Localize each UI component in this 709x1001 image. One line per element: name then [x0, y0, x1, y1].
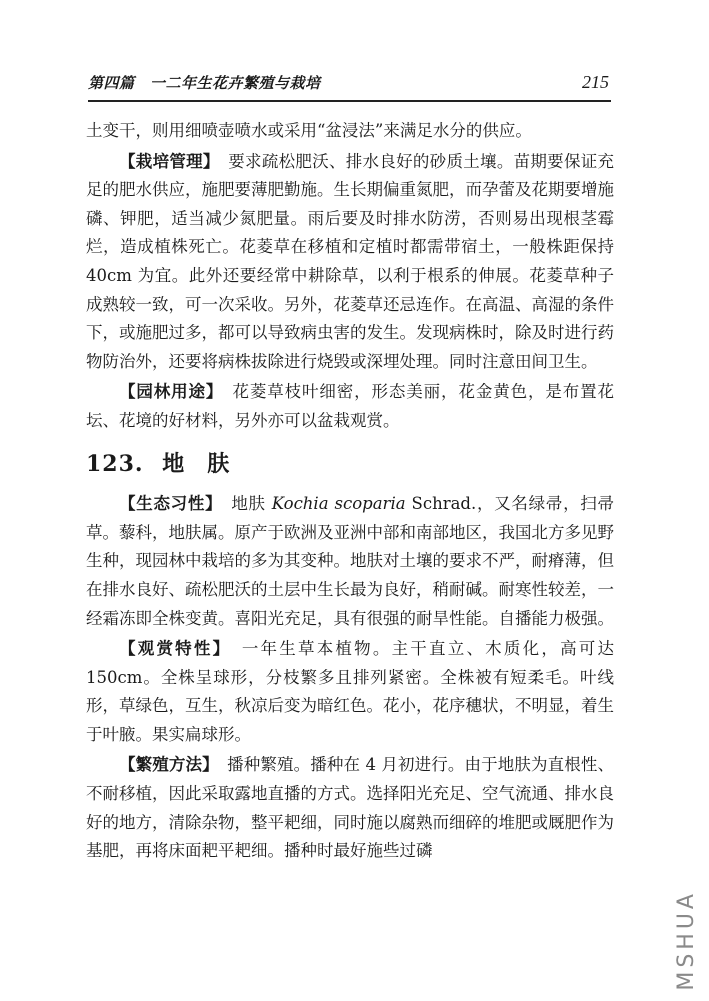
propagation-tag: 【繁殖方法】: [119, 755, 211, 775]
ornamental-text: 一年生草本植物。主干直立、木质化，高可达 150cm。全株呈球形，分枝繁多且排列紧密。全株被有短柔毛。叶线形，草绿色，互生，秋凉后变为暗红色。花小，花序穗状，不明显，着生于叶腋。果实扁球形。: [86, 639, 615, 744]
landscape-use-tag: 【园林用途】: [119, 382, 216, 402]
ecology-pre: 地肤: [231, 494, 266, 514]
page-number: 215: [582, 72, 609, 92]
ecology-tag: 【生态习性】: [119, 494, 215, 514]
cultivation-text: 要求疏松肥沃、排水良好的砂质土壤。苗期要保证充足的肥水供应，施肥要薄肥勤施。生长期偏重氮肥，而孕蕾及花期要增施磷、钾肥，适当减少氮肥量。雨后要及时排水防涝，否则易出现根茎霉烂，造成植株死亡。花菱草在移植和定植时都需带宿土，一般株距保持 40cm 为宜。此外还要经常中耕除草，以利于根系的伸展。花菱草种子成熟较一致，可一次采收。另外，花菱草还忌连作。在高温、高湿的条件下，或施肥过多，都可以导致病虫害的发生。发现病株时，除及时进行药物防治外，还要将病株拔除进行烧毁或深埋处理。同时注意田间卫生。: [86, 151, 615, 371]
watermark: MSHUA: [674, 890, 699, 991]
section-title: [162, 451, 252, 477]
page-body: [86, 117, 614, 868]
page-header: [88, 70, 611, 102]
author-name: Schrad.: [411, 494, 477, 514]
ecology-text: ，又名绿帚，扫帚草。藜科，地肤属。原产于欧洲及亚洲中部和南部地区，我国北方多见野生种，现园林中栽培的多为其变种。地肤对土壤的要求不严，耐瘠薄，但在排水良好、疏松肥沃的土层中生长最为良好，稍耐碱。耐寒性较差，一经霜冻即全株变黄。喜阳光充足，具有很强的耐旱性能。自播能力极强。: [86, 494, 615, 628]
section-heading: [86, 450, 614, 479]
ornamental-tag: 【观赏特性】: [119, 639, 224, 659]
section-title-char-2: 肤: [207, 450, 231, 477]
section-title-char-1: 地: [162, 450, 186, 477]
cultivation-tag: 【栽培管理】: [119, 151, 212, 171]
landscape-use-text: 花菱草枝叶细密，形态美丽，花金黄色，是布置花坛、花境的好材料，另外亦可以盆栽观赏。: [86, 382, 615, 430]
paragraph-ornamental: [86, 635, 614, 749]
chapter-title: 第四篇 一二年生花卉繁殖与栽培: [88, 74, 321, 92]
propagation-text: 播种繁殖。播种在 4 月初进行。由于地肤为直根性、不耐移植，因此采取露地直播的方式。选择阳光充足、空气流通、排水良好的地方，清除杂物，整平耙细，同时施以腐熟而细碎的堆肥或厩肥作为基肥，再将床面耙平耙细。播种时最好施些过磷: [86, 755, 614, 861]
paragraph-continuation: 土变干，则用细喷壶喷水或采用“盆浸法”来满足水分的供应。: [86, 121, 532, 140]
section-number: 123.: [86, 450, 144, 477]
paragraph-cultivation: [86, 148, 614, 377]
paragraph-ecology: [86, 490, 614, 633]
latin-name: Kochia scoparia: [271, 494, 406, 514]
paragraph-propagation: [86, 751, 614, 865]
paragraph-landscape-use: [86, 378, 614, 435]
